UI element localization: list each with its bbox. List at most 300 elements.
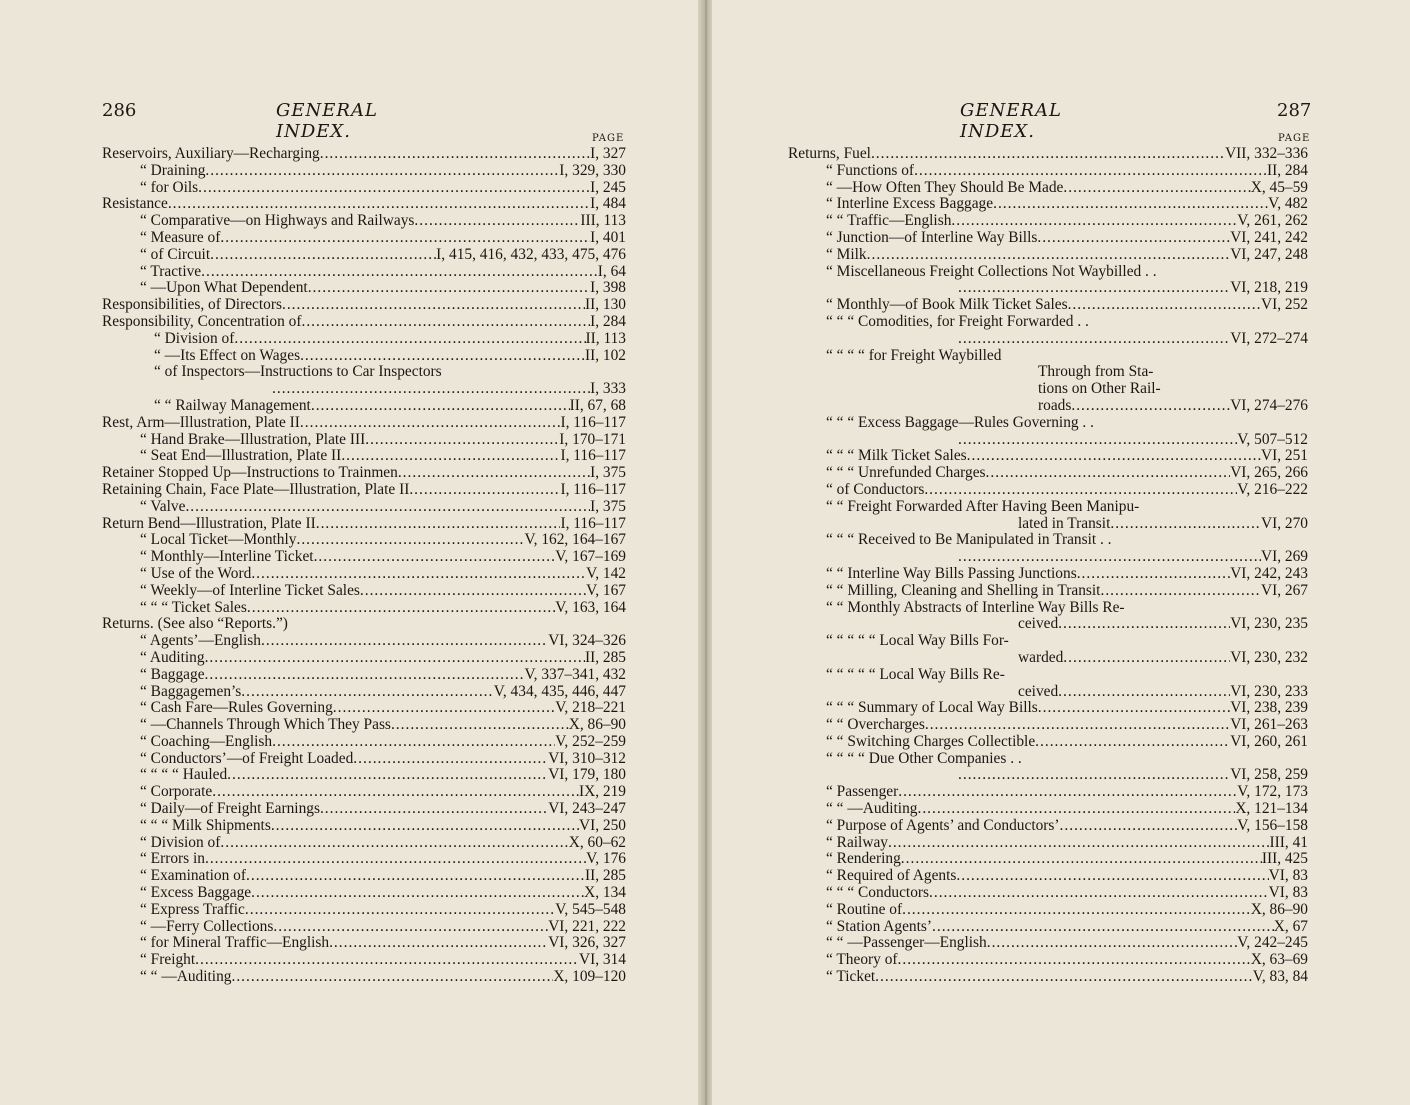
entry-leader-dots xyxy=(958,549,1261,566)
entry-page-reference: VI, 252 xyxy=(1260,296,1308,314)
index-entry xyxy=(102,331,626,348)
entry-text: “ “ Freight Forwarded After Having Been Manipu- xyxy=(826,497,1140,515)
entry-text: “ “ “ Milk Shipments xyxy=(140,816,271,834)
index-entry xyxy=(102,348,626,365)
entry-text: “ —Upon What Dependent xyxy=(140,279,308,297)
index-entry xyxy=(788,482,1308,499)
entry-text: “ Junction—of Interline Way Bills xyxy=(826,228,1038,246)
index-entry xyxy=(102,163,626,180)
entry-indent xyxy=(788,180,826,197)
entry-indent xyxy=(102,381,272,398)
entry-page-reference: VI, 260, 261 xyxy=(1230,732,1308,750)
entry-indent xyxy=(102,684,140,701)
index-entry xyxy=(788,280,1308,297)
entry-leader-dots xyxy=(245,902,555,919)
entry-page-reference: VI, 314 xyxy=(578,951,626,969)
entry-text: “ “ —Auditing xyxy=(140,968,232,986)
index-entry xyxy=(102,734,626,751)
entry-page-reference: V, 162, 164–167 xyxy=(524,531,626,549)
entry-leader-dots xyxy=(1100,583,1261,600)
entry-page-reference: VI, 218, 219 xyxy=(1230,279,1308,297)
entry-text: “ “ “ Comodities, for Freight Forwarded . . xyxy=(826,312,1089,330)
entry-leader-dots xyxy=(329,935,548,952)
entry-indent xyxy=(102,835,140,852)
entry-page-reference: III, 41 xyxy=(1269,833,1308,851)
entry-page-reference: V, 507–512 xyxy=(1237,430,1308,448)
entry-leader-dots xyxy=(925,717,1230,734)
entry-indent xyxy=(788,482,826,499)
entry-page-reference: VI, 247, 248 xyxy=(1230,245,1308,263)
entry-text: “ Milk xyxy=(826,245,867,263)
entry-page-reference: V, 156–158 xyxy=(1237,816,1308,834)
entry-text: Resistance xyxy=(102,195,168,213)
index-entry xyxy=(102,600,626,617)
entry-leader-dots xyxy=(220,230,590,247)
entry-leader-dots xyxy=(929,885,1269,902)
entry-text: “ —Channels Through Which They Pass xyxy=(140,716,391,734)
entry-text: “ Coaching—English xyxy=(140,732,273,750)
entry-leader-dots xyxy=(272,381,590,398)
entry-indent xyxy=(788,919,826,936)
entry-page-reference: VI, 270 xyxy=(1260,514,1308,532)
entry-leader-dots xyxy=(1125,600,1308,617)
entry-leader-dots xyxy=(1094,415,1308,432)
entry-leader-dots xyxy=(231,969,553,986)
entry-page-reference: VI, 251 xyxy=(1260,447,1308,465)
index-entry xyxy=(788,331,1308,348)
entry-indent xyxy=(788,264,826,281)
index-entry xyxy=(788,432,1308,449)
entry-leader-dots xyxy=(1063,650,1230,667)
entry-indent xyxy=(788,348,826,365)
entry-page-reference: I, 327 xyxy=(590,145,626,162)
entry-text: “ Valve xyxy=(140,497,186,515)
index-entry xyxy=(102,700,626,717)
entry-indent xyxy=(788,784,826,801)
entry-leader-dots xyxy=(300,348,585,365)
entry-leader-dots xyxy=(391,717,569,734)
entry-page-reference: I, 401 xyxy=(590,228,626,246)
entry-text: “ Express Traffic xyxy=(140,900,245,918)
index-entry xyxy=(788,717,1308,734)
entry-page-reference: II, 130 xyxy=(584,296,626,314)
entry-page-reference: I, 116–117 xyxy=(560,413,626,431)
entry-indent xyxy=(788,213,826,230)
entry-text: “ Measure of xyxy=(140,228,221,246)
entry-indent xyxy=(102,868,140,885)
entry-indent xyxy=(788,969,826,986)
index-entry xyxy=(102,835,626,852)
entry-indent xyxy=(788,280,958,297)
entry-text: “ Examination of xyxy=(140,867,246,885)
entry-page-reference: V, 482 xyxy=(1268,195,1308,213)
entry-text: roads xyxy=(1038,396,1072,414)
entry-indent xyxy=(102,851,140,868)
entry-leader-dots xyxy=(987,935,1238,952)
index-entry xyxy=(102,196,626,213)
index-entry xyxy=(102,381,626,398)
entry-text: “ Baggage xyxy=(140,665,205,683)
index-entry xyxy=(102,213,626,230)
entry-text: “ Daily—of Freight Earnings xyxy=(140,800,320,818)
entry-indent xyxy=(102,532,140,549)
entry-text: “ Required of Agents xyxy=(826,867,957,885)
entry-indent xyxy=(788,364,1038,381)
entry-indent xyxy=(788,566,826,583)
entry-text: “ “ “ Excess Baggage—Rules Governing . . xyxy=(826,413,1094,431)
index-entry xyxy=(788,801,1308,818)
entry-leader-dots xyxy=(1009,633,1308,650)
entry-text: “ Railway xyxy=(826,833,888,851)
entry-text: “ “ “ Milk Ticket Sales xyxy=(826,447,967,465)
entry-text: “ Routine of xyxy=(826,900,903,918)
index-entry xyxy=(788,600,1308,617)
entry-leader-dots xyxy=(301,314,590,331)
entry-indent xyxy=(102,247,140,264)
left-page-number: 286 xyxy=(102,100,137,121)
index-entry xyxy=(102,465,626,482)
entry-leader-dots xyxy=(1161,381,1308,398)
entry-text: “ “ “ Unrefunded Charges xyxy=(826,464,986,482)
index-entry xyxy=(788,180,1308,197)
index-entry xyxy=(788,247,1308,264)
entry-leader-dots xyxy=(958,432,1237,449)
entry-page-reference: II, 285 xyxy=(584,867,626,885)
entry-indent xyxy=(102,667,140,684)
index-entry xyxy=(788,868,1308,885)
entry-page-reference: V, 545–548 xyxy=(555,900,626,918)
entry-page-reference: X, 67 xyxy=(1273,917,1308,935)
entry-leader-dots xyxy=(282,297,585,314)
entry-page-reference: V, 176 xyxy=(586,850,626,868)
entry-leader-dots xyxy=(311,398,570,415)
entry-text: “ “ Switching Charges Collectible xyxy=(826,732,1036,750)
index-entry xyxy=(788,734,1308,751)
index-entry xyxy=(102,364,626,381)
entry-leader-dots xyxy=(1058,684,1230,701)
entry-text: “ —Its Effect on Wages xyxy=(154,346,301,364)
entry-leader-dots xyxy=(1035,734,1230,751)
entry-text: tions on Other Rail- xyxy=(1038,380,1161,398)
entry-text: “ Weekly—of Interline Ticket Sales xyxy=(140,581,360,599)
entry-leader-dots xyxy=(246,868,585,885)
entry-leader-dots xyxy=(220,835,568,852)
index-entry xyxy=(788,616,1308,633)
entry-indent xyxy=(788,885,826,902)
index-entry xyxy=(102,532,626,549)
entry-page-reference: VI, 310–312 xyxy=(548,749,626,767)
entry-page-reference: X, 45–59 xyxy=(1250,178,1308,196)
index-entry xyxy=(102,902,626,919)
entry-leader-dots xyxy=(958,331,1230,348)
entry-indent xyxy=(788,650,1018,667)
entry-text: “ Excess Baggage xyxy=(140,884,252,902)
index-entry xyxy=(788,398,1308,415)
entry-text: “ Theory of xyxy=(826,951,898,969)
entry-page-reference: I, 375 xyxy=(590,464,626,482)
entry-text: “ “ “ Summary of Local Way Bills xyxy=(826,699,1038,717)
index-entry xyxy=(788,348,1308,365)
entry-page-reference: I, 333 xyxy=(590,380,626,398)
entry-indent xyxy=(788,415,826,432)
index-entry xyxy=(788,751,1308,768)
entry-page-reference: VI, 179, 180 xyxy=(548,766,626,784)
index-entry xyxy=(102,549,626,566)
entry-leader-dots xyxy=(901,851,1262,868)
entry-page-reference: VI, 230, 233 xyxy=(1230,682,1308,700)
index-entry xyxy=(788,314,1308,331)
entry-leader-dots xyxy=(1038,700,1230,717)
index-entry xyxy=(788,935,1308,952)
index-entry xyxy=(788,969,1308,986)
index-entry xyxy=(788,700,1308,717)
entry-page-reference: V, 242–245 xyxy=(1237,934,1308,952)
entry-leader-dots xyxy=(958,767,1230,784)
index-entry xyxy=(788,516,1308,533)
entry-indent xyxy=(788,952,826,969)
entry-leader-dots xyxy=(261,633,548,650)
entry-text: “ Division of xyxy=(140,833,221,851)
entry-leader-dots xyxy=(867,247,1231,264)
entry-page-reference: VI, 83 xyxy=(1268,867,1308,885)
entry-text: lated in Transit xyxy=(1018,514,1111,532)
entry-text: “ Cash Fare—Rules Governing xyxy=(140,699,333,717)
entry-indent xyxy=(788,600,826,617)
entry-page-reference: V, 434, 435, 446, 447 xyxy=(493,682,626,700)
entry-leader-dots xyxy=(956,868,1268,885)
entry-leader-dots xyxy=(1071,398,1230,415)
index-entry xyxy=(102,583,626,600)
entry-page-reference: VI, 241, 242 xyxy=(1230,228,1308,246)
entry-indent xyxy=(102,751,140,768)
entry-page-reference: V, 167 xyxy=(586,581,626,599)
right-running-title: GENERAL INDEX. xyxy=(960,100,1062,142)
index-entry xyxy=(102,801,626,818)
entry-indent xyxy=(102,969,140,986)
entry-page-reference: IX, 219 xyxy=(578,783,626,801)
entry-page-reference: X, 121–134 xyxy=(1235,800,1308,818)
entry-leader-dots xyxy=(414,213,580,230)
entry-page-reference: X, 134 xyxy=(584,884,626,902)
entry-text: “ Seat End—Illustration, Plate II xyxy=(140,447,342,465)
index-entry xyxy=(102,280,626,297)
entry-indent xyxy=(102,952,140,969)
entry-text: “ “ Traffic—English xyxy=(826,212,952,230)
index-entry xyxy=(102,952,626,969)
entry-text: “ Agents’—English xyxy=(140,632,261,650)
index-entry xyxy=(788,784,1308,801)
index-entry xyxy=(788,549,1308,566)
entry-page-reference: VI, 326, 327 xyxy=(548,934,626,952)
index-entry xyxy=(788,919,1308,936)
left-running-title: GENERAL INDEX. xyxy=(276,100,378,142)
entry-indent xyxy=(102,767,140,784)
entry-page-reference: I, 484 xyxy=(590,195,626,213)
entry-leader-dots xyxy=(993,196,1268,213)
entry-page-reference: X, 86–90 xyxy=(1250,900,1308,918)
right-page xyxy=(712,0,1410,1105)
entry-page-reference: II, 285 xyxy=(584,648,626,666)
entry-page-reference: X, 109–120 xyxy=(553,968,626,986)
entry-text: “ for Oils xyxy=(140,178,199,196)
entry-leader-dots xyxy=(875,969,1253,986)
entry-indent xyxy=(788,818,826,835)
entry-indent xyxy=(788,835,826,852)
entry-indent xyxy=(788,448,826,465)
entry-indent xyxy=(788,163,826,180)
entry-leader-dots xyxy=(168,196,590,213)
entry-indent xyxy=(102,650,140,667)
index-entry xyxy=(788,851,1308,868)
entry-text: “ “ “ “ “ Local Way Bills For- xyxy=(826,632,1009,650)
entry-leader-dots xyxy=(300,415,561,432)
index-entry xyxy=(102,432,626,449)
index-entry xyxy=(102,633,626,650)
entry-text: “ “ “ Received to Be Manipulated in Transit . . xyxy=(826,531,1112,549)
entry-text: warded xyxy=(1018,648,1064,666)
entry-leader-dots xyxy=(1157,264,1308,281)
entry-text: “ “ —Auditing xyxy=(826,800,918,818)
entry-indent xyxy=(788,314,826,331)
entry-page-reference: I, 415, 416, 432, 433, 475, 476 xyxy=(436,245,626,263)
entry-leader-dots xyxy=(251,885,584,902)
index-entry xyxy=(788,465,1308,482)
entry-text: “ Monthly—Interline Ticket xyxy=(140,548,314,566)
entry-page-reference: I, 329, 330 xyxy=(559,161,626,179)
entry-indent xyxy=(102,717,140,734)
entry-page-reference: I, 245 xyxy=(590,178,626,196)
entry-indent xyxy=(102,448,140,465)
index-entry xyxy=(788,767,1308,784)
entry-leader-dots xyxy=(353,751,548,768)
entry-page-reference: X, 63–69 xyxy=(1250,951,1308,969)
entry-indent xyxy=(102,818,140,835)
index-entry xyxy=(102,566,626,583)
index-entry xyxy=(102,667,626,684)
entry-page-reference: VI, 230, 235 xyxy=(1230,615,1308,633)
entry-text: “ —Ferry Collections xyxy=(140,917,274,935)
entry-text: “ of Circuit xyxy=(140,245,211,263)
entry-text: Retaining Chain, Face Plate—Illustration, Plate II xyxy=(102,480,410,498)
entry-leader-dots xyxy=(205,851,586,868)
index-entry xyxy=(788,532,1308,549)
entry-text: “ Local Ticket—Monthly xyxy=(140,531,297,549)
entry-indent xyxy=(102,348,154,365)
entry-page-reference: VI, 265, 266 xyxy=(1230,464,1308,482)
entry-page-reference: II, 102 xyxy=(584,346,626,364)
index-entry xyxy=(788,818,1308,835)
index-entry xyxy=(788,381,1308,398)
entry-text: “ of Inspectors—Instructions to Car Inspectors xyxy=(154,363,442,381)
entry-page-reference: VI, 238, 239 xyxy=(1230,699,1308,717)
entry-leader-dots xyxy=(1077,566,1231,583)
index-entry xyxy=(788,264,1308,281)
entry-leader-dots xyxy=(314,549,556,566)
entry-indent xyxy=(102,600,140,617)
entry-page-reference: VII, 332–336 xyxy=(1225,145,1308,162)
entry-text: “ “ —Passenger—English xyxy=(826,934,987,952)
entry-indent xyxy=(102,633,140,650)
index-entry xyxy=(102,868,626,885)
entry-page-reference: I, 170–171 xyxy=(559,430,626,448)
entry-leader-dots xyxy=(871,146,1225,163)
index-entry xyxy=(788,163,1308,180)
entry-page-reference: X, 60–62 xyxy=(568,833,626,851)
entry-leader-dots xyxy=(932,919,1274,936)
entry-text: “ Miscellaneous Freight Collections Not Waybilled . . xyxy=(826,262,1157,280)
index-entry xyxy=(102,650,626,667)
index-entry xyxy=(788,566,1308,583)
entry-leader-dots xyxy=(442,364,626,381)
entry-leader-dots xyxy=(288,616,626,633)
entry-text: “ “ “ Ticket Sales xyxy=(140,598,247,616)
index-entry xyxy=(102,415,626,432)
index-entry xyxy=(102,448,626,465)
entry-indent xyxy=(788,633,826,650)
index-entry xyxy=(102,180,626,197)
entry-indent xyxy=(788,734,826,751)
entry-page-reference: I, 116–117 xyxy=(560,447,626,465)
entry-leader-dots xyxy=(1058,616,1230,633)
entry-page-reference: VI, 269 xyxy=(1260,548,1308,566)
left-page xyxy=(0,0,702,1105)
entry-leader-dots xyxy=(205,650,585,667)
entry-text: “ “ Monthly Abstracts of Interline Way Bills Re- xyxy=(826,598,1125,616)
entry-leader-dots xyxy=(898,784,1237,801)
entry-text: Returns, Fuel xyxy=(788,145,871,162)
entry-indent xyxy=(788,499,826,516)
index-entry xyxy=(102,767,626,784)
right-index-list xyxy=(788,146,1308,986)
entry-leader-dots xyxy=(201,264,598,281)
entry-leader-dots xyxy=(1068,297,1261,314)
entry-page-reference: VI, 258, 259 xyxy=(1230,766,1308,784)
entry-indent xyxy=(788,196,826,213)
entry-indent xyxy=(102,364,154,381)
entry-indent xyxy=(102,549,140,566)
entry-leader-dots xyxy=(898,952,1251,969)
entry-indent xyxy=(788,667,826,684)
entry-leader-dots xyxy=(888,835,1270,852)
entry-indent xyxy=(788,851,826,868)
entry-text: “ “ “ Conductors xyxy=(826,884,929,902)
entry-text: “ for Mineral Traffic—English xyxy=(140,934,330,952)
entry-text: “ Draining xyxy=(140,161,206,179)
entry-indent xyxy=(788,868,826,885)
entry-leader-dots xyxy=(210,247,436,264)
entry-page-reference: VI, 261–263 xyxy=(1230,716,1308,734)
entry-indent xyxy=(102,398,154,415)
entry-text: Responsibilities, of Directors xyxy=(102,296,282,314)
entry-leader-dots xyxy=(308,280,590,297)
entry-text: “ “ “ “ Due Other Companies . . xyxy=(826,749,1022,767)
entry-leader-dots xyxy=(341,448,560,465)
entry-page-reference: I, 116–117 xyxy=(560,514,626,532)
index-entry xyxy=(102,919,626,936)
entry-text: ceived xyxy=(1018,615,1059,633)
entry-leader-dots xyxy=(1063,180,1250,197)
index-entry xyxy=(102,146,626,163)
entry-leader-dots xyxy=(273,919,548,936)
entry-text: “ Errors in xyxy=(140,850,205,868)
entry-text: ceived xyxy=(1018,682,1059,700)
entry-leader-dots xyxy=(272,734,555,751)
entry-indent xyxy=(788,398,1038,415)
entry-leader-dots xyxy=(247,600,555,617)
entry-page-reference: VI, 324–326 xyxy=(548,632,626,650)
entry-text: “ Purpose of Agents’ and Conductors’ xyxy=(826,816,1060,834)
entry-text: Rest, Arm—Illustration, Plate II xyxy=(102,413,300,431)
